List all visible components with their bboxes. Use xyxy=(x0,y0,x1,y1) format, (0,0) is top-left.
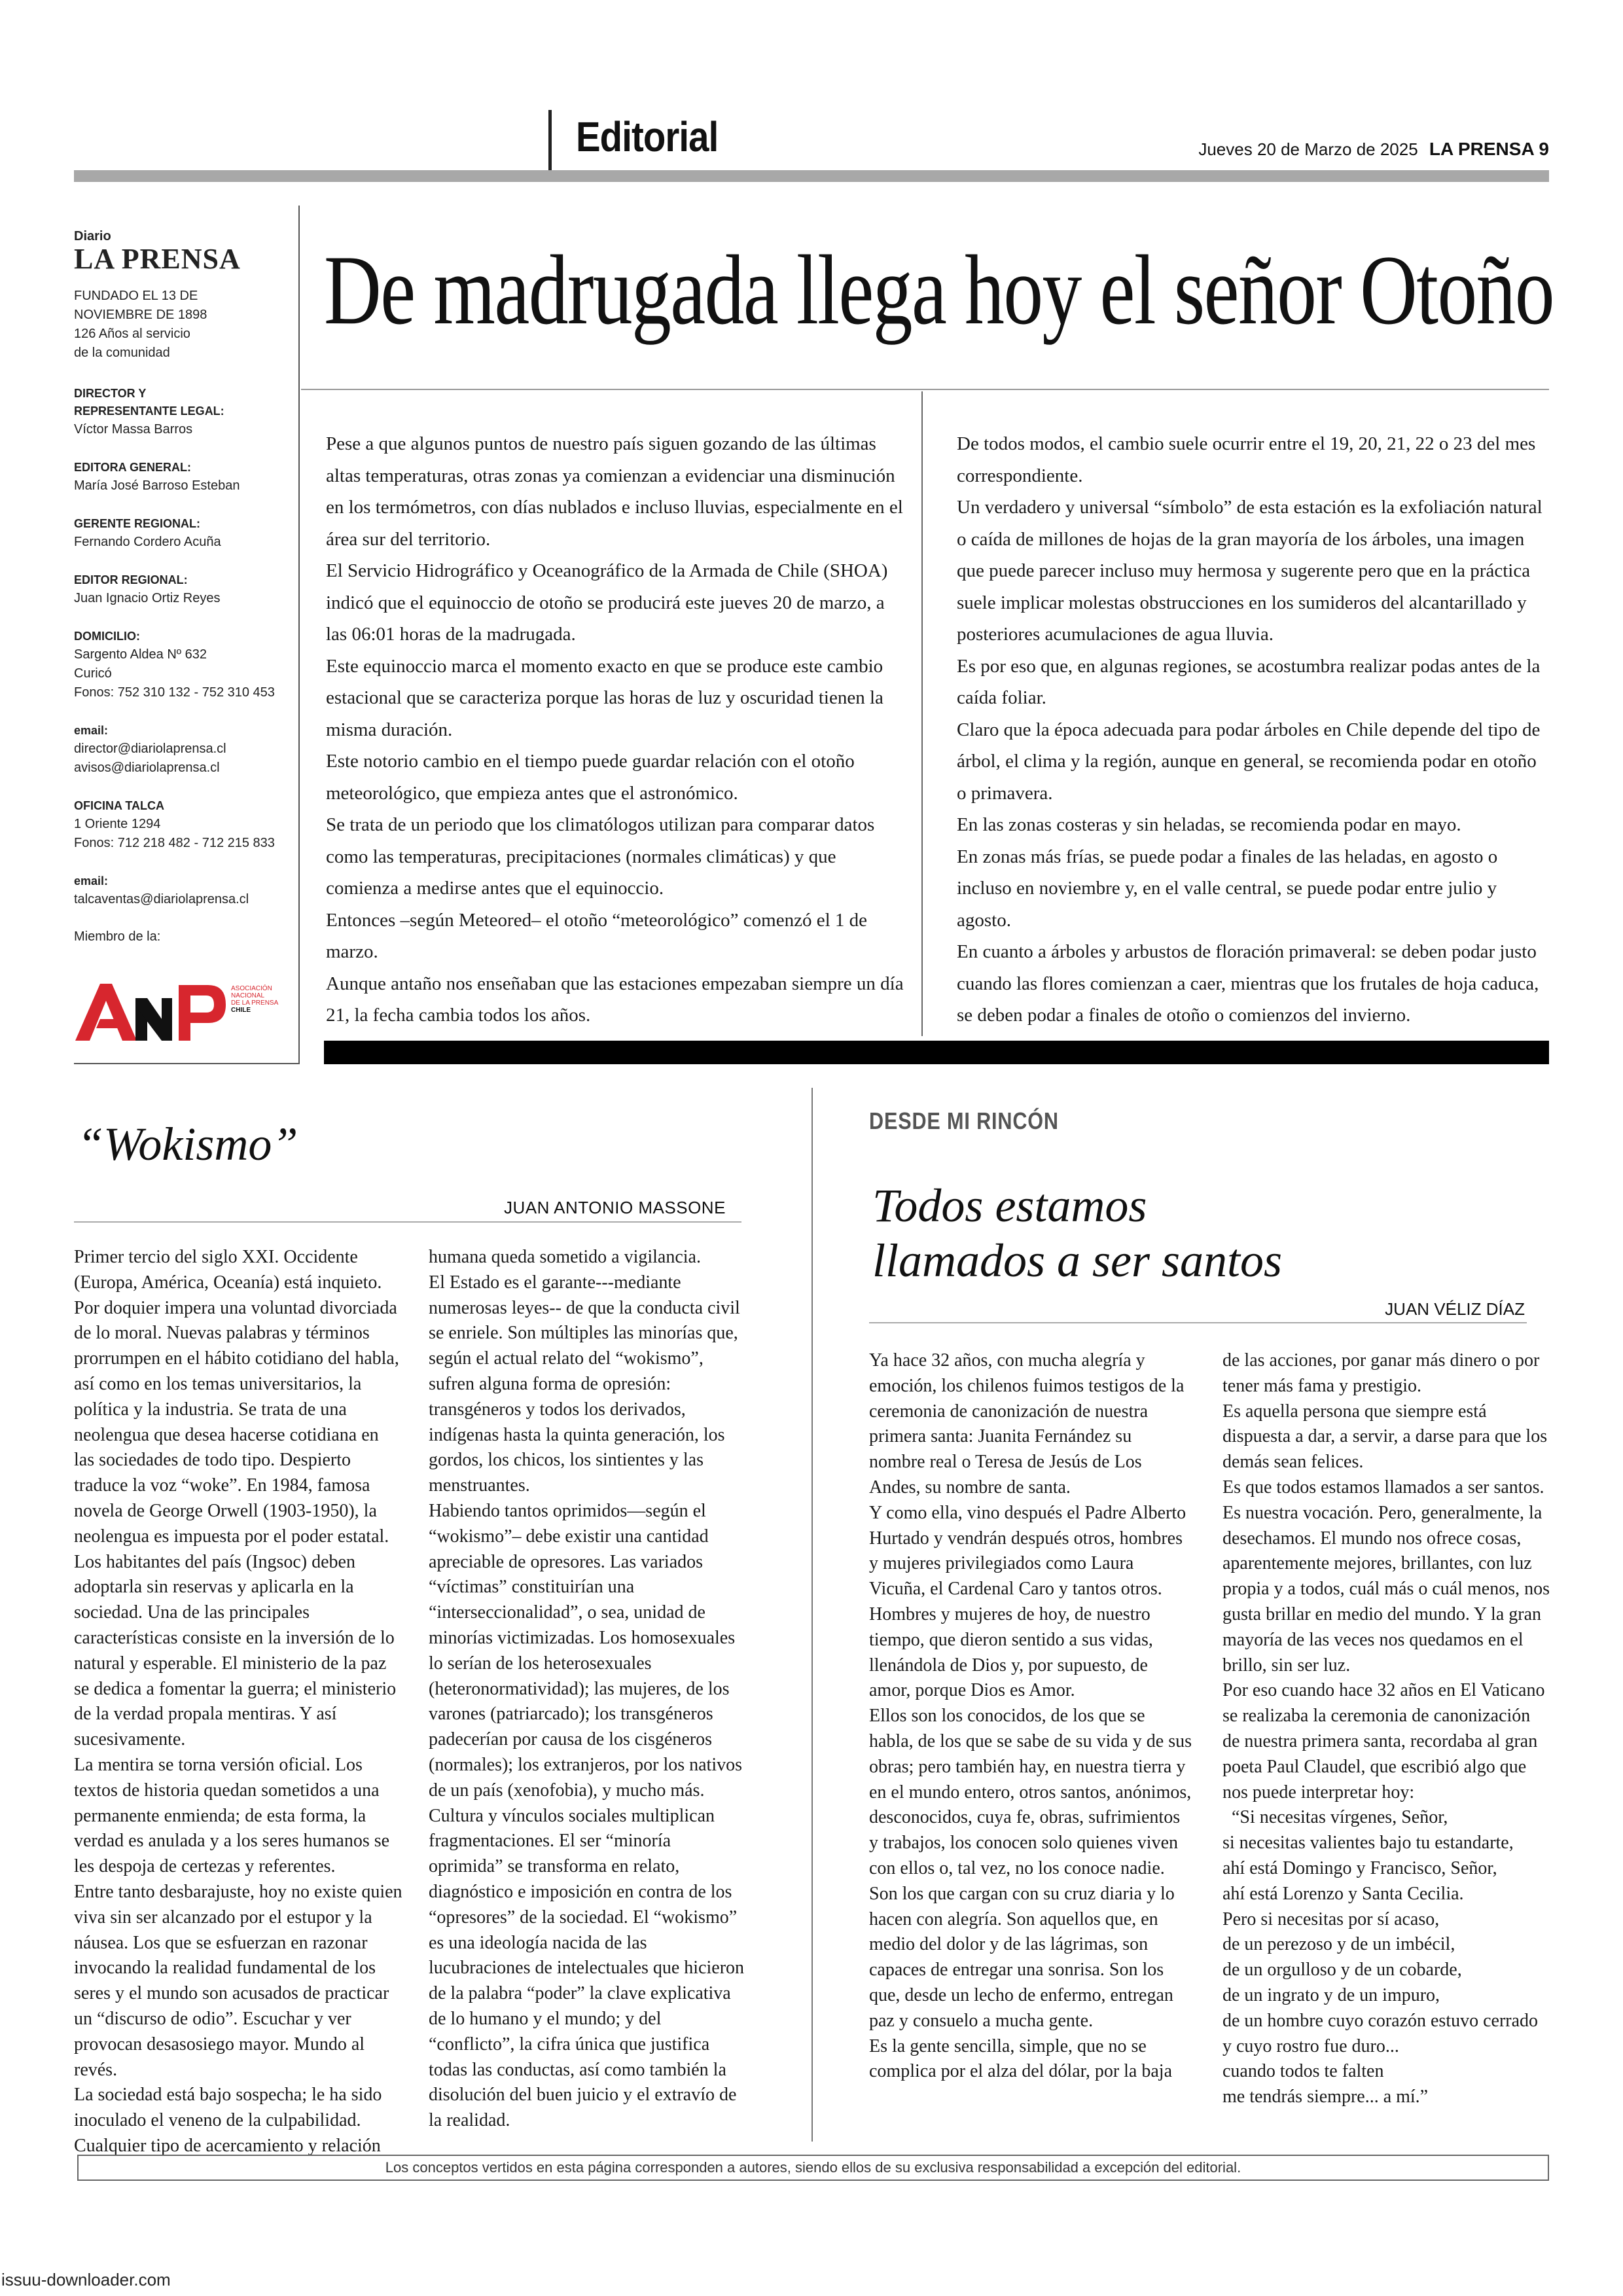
header-rule xyxy=(74,170,1549,182)
paragraph: Entre tanto desbarajuste, hoy no existe quien viva sin ser alcanzado por el estupor y la náusea. Los que se esfuerzan en razonar invocando la realidad fundamental de los seres y el mundo son acusados de practicar un “discurso de odio”. Escuchar y ver provocan desasosiego mayor. Mundo al revés. xyxy=(74,1881,402,2080)
paragraph: Pese a que algunos puntos de nuestro país siguen gozando de las últimas altas temperaturas, otras zonas ya comienzan a evidenciar una disminución en los termómetros, con días nublados e incluso lluvias, especialmente en el área sur del territorio. xyxy=(326,433,903,550)
paragraph: Este equinoccio marca el momento exacto en que se produce este cambio estacional que se caracteriza porque las horas de luz y oscuridad tienen la misma duración. xyxy=(326,655,883,740)
paragraph: Es por eso que, en algunas regiones, se acostumbra realizar podas antes de la caída foliar. xyxy=(957,655,1541,708)
watermark: issuu-downloader.com xyxy=(1,2270,171,2289)
poem-line: de un hombre cuyo corazón estuvo cerrado y cuyo rostro fue duro... xyxy=(1222,2010,1539,2056)
poem-line: ahí está Domingo y Francisco, Señor, xyxy=(1222,1857,1497,1878)
email-link[interactable]: avisos@diariolaprensa.cl xyxy=(74,761,220,775)
paragraph: Se trata de un periodo que los climatólogos utilizan para comparar datos como las temperaturas, precipitaciones (normales climáticas) y que comienza a medirse antes que el equinoccio. xyxy=(326,814,875,899)
wokismo-title: “Wokismo” xyxy=(77,1118,298,1170)
poem-line: de un perezoso y de un imbécil, xyxy=(1222,1934,1455,1955)
paragraph: Un verdadero y universal “símbolo” de esta estación es la exfoliación natural o caída de millones de hojas de la gran mayoría de los árboles, una imagen que puede parecer incluso muy hermosa y sugerente pero que en la práctica suele implicar molestas obstrucciones en los sumideros del alcantarillado y posteriores acumulaciones de agua lluvia. xyxy=(957,497,1543,645)
paragraph: La mentira se torna versión oficial. Los textos de historia quedan sometidos a una permanente enmienda; de esta forma, la verdad es anulada y a los seres humanos se les despoja de certezas y referentes. xyxy=(74,1754,390,1877)
wokismo-author: JUAN ANTONIO MASSONE xyxy=(504,1198,726,1217)
poem-line: cuando todos te falten xyxy=(1222,2061,1384,2082)
paragraph: Por eso cuando hace 32 años en El Vaticano se realizaba la ceremonia de canonización de nuestra primera santa, recordaba al gran poeta Paul Claudel, que escribió algo que nos puede interpretar hoy: xyxy=(1222,1680,1545,1803)
masthead-founded: FUNDADO EL 13 DE NOVIEMBRE DE 1898 126 Años al servicio de la comunidad xyxy=(74,289,207,360)
masthead-brand: LA PRENSA xyxy=(74,243,241,275)
paragraph: En las zonas costeras y sin heladas, se recomienda podar en mayo. xyxy=(957,814,1461,835)
svg-text:CHILE: CHILE xyxy=(231,1007,251,1014)
masthead-entry-talca: OFICINA TALCA 1 Oriente 1294 Fonos: 712 218 482 - 712 215 833 xyxy=(74,799,275,850)
paragraph: Es que todos estamos llamados a ser santos. Es nuestra vocación. Pero, generalmente, la desechamos. El mundo nos ofrece cosas, aparentemente mejores, brillantes, con luz propia y a todos, cuál más o cuál menos, nos gusta brillar en medio del mundo. Y la gran mayoría de las veces nos quedamos en el brillo, sin ser luz. xyxy=(1222,1477,1550,1676)
poem-line: me tendrás siempre... a mí.” xyxy=(1222,2087,1429,2108)
poem-line: “Si necesitas vírgenes, Señor, xyxy=(1232,1807,1448,1828)
santos-column-1 xyxy=(869,1348,1192,2085)
header-date-line xyxy=(1198,139,1549,160)
paragraph: De todos modos, el cambio suele ocurrir entre el 19, 20, 21, 22 o 23 del mes correspondiente. xyxy=(957,433,1536,486)
paragraph: El Servicio Hidrográfico y Oceanográfico de la Armada de Chile (SHOA) indicó que el equinoccio de otoño se producirá este jueves 20 de marzo, a las 06:01 horas de la madrugada. xyxy=(326,560,888,645)
masthead-entry-email: email: director@diariolaprensa.cl avisos@diariolaprensa.cl xyxy=(74,722,296,778)
masthead-divider xyxy=(298,206,300,1064)
header-paper: LA PRENSA 9 xyxy=(1429,139,1549,159)
editorial-column-2 xyxy=(957,428,1549,1031)
page-number: 9 xyxy=(1539,139,1549,159)
anp-logo-mark xyxy=(75,984,226,1041)
paragraph: Son los que cargan con su cruz diaria y lo hacen con alegría. Son aquellos que, en medio del dolor y de las lágrimas, son capaces de entregar una sonrisa. Son los que, desde un lecho de enfermo, entregan paz y consuelo a mucha gente. xyxy=(869,1883,1175,2031)
paragraph: Es la gente sencilla, simple, que no se complica por el alza del dólar, por la baja xyxy=(869,2036,1172,2082)
paragraph: El Estado es el garante---mediante numerosas leyes-- de que la conducta civil se enriele. Son múltiples las minorías que, según el actual relato del “wokismo”, sufren alguna forma de opresión: transgéneros y todos los derivados, indígenas hasta la quinta generación, los gordos, los chicos, los sintientes y las menstruantes. xyxy=(429,1272,740,1496)
santos-column-2 xyxy=(1222,1348,1550,2110)
section-separator-bar xyxy=(324,1041,1549,1064)
header-divider xyxy=(548,110,552,170)
masthead-diario: Diario xyxy=(74,229,111,243)
paragraph: Aunque antaño nos enseñaban que las estaciones empezaban siempre un día 21, la fecha cambia todos los años. xyxy=(326,973,904,1026)
paragraph: Hombres y mujeres de hoy, de nuestro tiempo, que dieron sentido a sus vidas, llenándola de Dios y, por supuesto, de amor, porque Dios es Amor. xyxy=(869,1604,1153,1701)
email-link[interactable]: talcaventas@diariolaprensa.cl xyxy=(74,892,249,906)
paragraph: Ya hace 32 años, con mucha alegría y emoción, los chilenos fuimos testigos de la ceremonia de canonización de nuestra primera santa: Juanita Fernández su nombre real o Teresa de Jesús de Los Andes, su nombre de santa. xyxy=(869,1350,1185,1498)
email-link[interactable]: director@diariolaprensa.cl xyxy=(74,742,226,756)
paragraph: Y como ella, vino después el Padre Alberto Hurtado y vendrán después otros, hombres y mujeres privilegiados como Laura Vicuña, el Cardenal Caro y tantos otros. xyxy=(869,1502,1186,1600)
anp-logo-text: ASOCIACIÓN xyxy=(231,985,272,992)
paragraph: humana queda sometido a vigilancia. xyxy=(429,1247,701,1267)
opinion-column-divider xyxy=(812,1088,813,2142)
member-of-label: Miembro de la: xyxy=(74,929,161,944)
footer-disclaimer: Los conceptos vertidos en esta página corresponden a autores, siendo ellos de su exclusiva responsabilidad a excepción del editorial. xyxy=(77,2155,1549,2181)
santos-author: JUAN VÉLIZ DÍAZ xyxy=(1385,1299,1525,1319)
masthead-entry-director: DIRECTOR Y REPRESENTANTE LEGAL: Víctor Massa Barros xyxy=(74,387,224,437)
poem-line: de un ingrato y de un impuro, xyxy=(1222,1984,1440,2005)
poem-line: Pero si necesitas por sí acaso, xyxy=(1222,1909,1440,1929)
anp-logo xyxy=(74,978,303,1044)
masthead-bottom-rule xyxy=(74,1063,300,1064)
paragraph: En cuanto a árboles y arbustos de floración primaveral: se deben podar justo cuando las flores comienzan a caer, mientras que los frutales de hoja caduca, se deben podar a finales de otoño o comienzos del invierno. xyxy=(957,941,1539,1026)
wokismo-column-1 xyxy=(74,1245,403,2159)
paragraph: Ellos son los conocidos, de los que se habla, de los que se sabe de su vida y de sus obras; pero también hay, en nuestra tierra y en el mundo entero, otros santos, anónimos, desconocidos, cuya fe, obras, sufrimientos y trabajos, los conocen solo quienes viven con ellos o, tal vez, no los conoce nadie. xyxy=(869,1706,1192,1878)
paragraph: Claro que la época adecuada para podar árboles en Chile depende del tipo de árbol, el clima y la región, aunque en general, se recomienda podar en otoño o primavera. xyxy=(957,719,1541,804)
wokismo-column-2 xyxy=(429,1245,747,2134)
svg-text:DE LA PRENSA: DE LA PRENSA xyxy=(231,999,279,1007)
editorial-column-1 xyxy=(326,428,908,1031)
wokismo-author-rule xyxy=(74,1221,741,1223)
masthead-entry-editor: EDITOR REGIONAL: Juan Ignacio Ortiz Reyes xyxy=(74,573,221,605)
editorial-headline: De madrugada llega hoy el señor Otoño xyxy=(324,235,1554,345)
paragraph: Habiendo tantos oprimidos—según el “wokismo”– debe existir una cantidad apreciable de opresores. Las variados “víctimas” constituirían una “interseccionalidad”, o sea, unidad de minorías victimizadas. Los homosexuales lo serían de los heterosexuales (heteronormatividad); las mujeres, de los varones (patriarcado); los transgéneros padecerían por causa de los cisgéneros (normales); los extranjeros, por los nativos de un país (xenofobia), y mucho más. xyxy=(429,1500,743,1801)
masthead xyxy=(74,229,296,946)
header-date: Jueves 20 de Marzo de 2025 xyxy=(1198,139,1418,159)
rincon-section-label: DESDE MI RINCÓN xyxy=(869,1107,1059,1134)
paragraph: Primer tercio del siglo XXI. Occidente (Europa, América, Oceanía) está inquieto. Por doquier impera una voluntad divorciada de lo moral. Nuevas palabras y términos prorrumpen en el hábito cotidiano del habla, así como en los temas universitarios, la política y la industria. Se trata de una neolengua que desea hacerse cotidiana en las sociedades de todo tipo. Despierto traduce la voz “woke”. En 1984, famosa novela de George Orwell (1903-1950), la neolengua es impuesta por el poder estatal. Los habitantes del país (Ingsoc) deben adoptarla sin reservas y aplicarla en la sociedad. Una de las principales características consiste en la inversión de lo natural y esperable. El ministerio de la paz se dedica a fomentar la guerra; el ministerio de la verdad propala mentiras. Y así sucesivamente. xyxy=(74,1247,399,1750)
paragraph: Entonces –según Meteored– el otoño “meteorológico” comenzó el 1 de marzo. xyxy=(326,909,868,962)
paragraph: de las acciones, por ganar más dinero o por tener más fama y prestigio. xyxy=(1222,1350,1540,1396)
editorial-column-divider xyxy=(921,391,923,1036)
poem-line: de un orgulloso y de un cobarde, xyxy=(1222,1960,1462,1981)
poem-line: si necesitas valientes bajo tu estandarte, xyxy=(1222,1833,1514,1854)
paragraph: Es aquella persona que siempre está dispuesta a dar, a servir, a darse para que los demás sean felices. xyxy=(1222,1401,1548,1473)
masthead-entry-domicilio: DOMICILIO: Sargento Aldea Nº 632 Curicó Fonos: 752 310 132 - 752 310 453 xyxy=(74,630,275,700)
paragraph: Este notorio cambio en el tiempo puede guardar relación con el otoño meteorológico, que empieza antes que el astronómico. xyxy=(326,751,855,804)
svg-text:NACIONAL: NACIONAL xyxy=(231,992,265,999)
santos-author-rule xyxy=(869,1322,1527,1323)
masthead-entry-email-talca: email: talcaventas@diariolaprensa.cl xyxy=(74,872,296,909)
paragraph: En zonas más frías, se puede podar a finales de las heladas, en agosto o incluso en noviembre y, en el valle central, se puede podar entre julio y agosto. xyxy=(957,846,1498,931)
paragraph: La sociedad está bajo sospecha; le ha sido inoculado el veneno de la culpabilidad. Cualquier tipo de acercamiento y relación xyxy=(74,2085,382,2156)
santos-title: Todos estamos llamados a ser santos xyxy=(872,1179,1283,1287)
headline-rule xyxy=(301,389,1549,390)
poem-line: ahí está Lorenzo y Santa Cecilia. xyxy=(1222,1883,1464,1904)
paragraph: Cultura y vínculos sociales multiplican fragmentaciones. El ser “minoría oprimida” se transforma en relato, diagnóstico e imposición en contra de los “opresores” de la sociedad. El “wokismo” es una ideología nacida de las lucubraciones de intelectuales que hicieron de la palabra “poder” la clave explicativa de lo humano y el mundo; y del “conflicto”, la cifra única que justifica todas las conductas, así como también la disolución del buen juicio y el extravío de la realidad. xyxy=(429,1805,745,2131)
masthead-entry-editora: EDITORA GENERAL: María José Barroso Esteban xyxy=(74,461,240,493)
masthead-entry-gerente: GERENTE REGIONAL: Fernando Cordero Acuña xyxy=(74,517,221,549)
section-title: Editorial xyxy=(576,113,719,160)
